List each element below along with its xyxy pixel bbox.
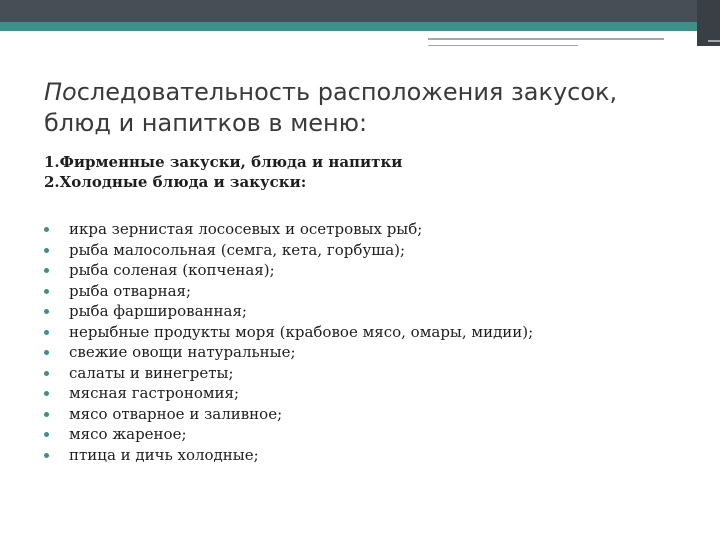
- list-item-text: свежие овощи натуральные;: [69, 343, 296, 361]
- decorative-line: [708, 40, 720, 42]
- decorative-line: [428, 38, 664, 40]
- bullet-icon: [44, 268, 49, 273]
- numbered-heading-2: 2.Холодные блюда и закуски:: [44, 173, 307, 191]
- bullet-icon: [44, 453, 49, 458]
- list-item-text: мясо отварное и заливное;: [69, 404, 283, 423]
- list-item-text: мясо жареное;: [69, 425, 187, 443]
- decorative-line: [428, 45, 578, 46]
- list-item-text: рыба фаршированная;: [69, 302, 247, 320]
- bullet-icon: [44, 412, 49, 417]
- list-item: [44, 424, 684, 445]
- list-item: [44, 322, 684, 343]
- bullet-icon: [44, 350, 49, 355]
- bullet-icon: [44, 432, 49, 437]
- bullet-icon: [44, 371, 49, 376]
- list-item-text: икра зернистая лососевых и осетровых рыб;: [69, 220, 423, 238]
- list-item-text: мясная гастрономия;: [69, 384, 240, 402]
- list-item-text: птица и дичь холодные;: [69, 445, 259, 464]
- list-item-text: салаты и винегреты;: [69, 363, 234, 382]
- numbered-heading-1: 1.Фирменные закуски, блюда и напитки: [44, 153, 403, 171]
- list-item: [44, 281, 684, 302]
- bullet-icon: [44, 289, 49, 294]
- slide-title: [44, 77, 684, 139]
- list-item: [44, 404, 684, 425]
- list-item: [44, 383, 684, 404]
- slide-title-first: По: [44, 78, 77, 106]
- list-item: [44, 301, 684, 322]
- slide-title-rest: следовательность расположения закусок, блюд и напитков в меню:: [44, 78, 618, 137]
- bullet-list: [44, 219, 684, 465]
- header-accent-stripe: [0, 22, 720, 31]
- list-item: [44, 342, 684, 363]
- bullet-icon: [44, 309, 49, 314]
- list-item: [44, 363, 684, 384]
- bullet-icon: [44, 391, 49, 396]
- list-item-text: рыба малосольная (семга, кета, горбуша);: [69, 240, 406, 259]
- header-band: [0, 0, 720, 22]
- list-item-text: рыба отварная;: [69, 281, 192, 300]
- bullet-icon: [44, 330, 49, 335]
- bullet-icon: [44, 227, 49, 232]
- list-item: [44, 240, 684, 261]
- list-item: [44, 445, 684, 466]
- numbered-headings: [44, 152, 684, 192]
- list-item-text: нерыбные продукты моря (крабовое мясо, омары, мидии);: [69, 322, 534, 341]
- list-item-text: рыба соленая (копченая);: [69, 261, 275, 279]
- bullet-icon: [44, 248, 49, 253]
- list-item: [44, 260, 684, 281]
- list-item: [44, 219, 684, 240]
